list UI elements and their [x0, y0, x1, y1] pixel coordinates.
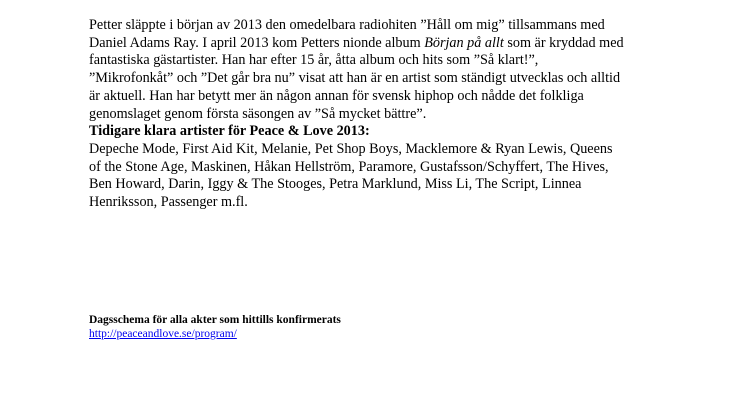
- artists-line-3: Ben Howard, Darin, Iggy & The Stooges, Petra Marklund, Miss Li, The Script, Linnea: [89, 176, 582, 193]
- intro-line-5: är aktuell. Han har betytt mer än någon annan för svensk hiphop och nådde det folkliga: [89, 87, 584, 104]
- intro-paragraph: [89, 17, 649, 123]
- intro-line-2-start: Daniel Adams Ray. I april 2013 kom Petters nionde album: [89, 34, 425, 51]
- artists-heading: Tidigare klara artister för Peace & Love 2013:: [89, 123, 370, 140]
- intro-line-4: ”Mikrofonkåt” och ”Det går bra nu” visat att han är en artist som ständigt utvecklas och alltid: [89, 70, 621, 87]
- intro-line-1: Petter släppte i början av 2013 den omedelbara radiohiten ”Håll om mig” tillsammans med: [89, 17, 605, 33]
- schedule-label: Dagsschema för alla akter som hittills konfirmerats: [89, 314, 341, 326]
- artists-line-2: of the Stone Age, Maskinen, Håkan Hellström, Paramore, Gustafsson/Schyffert, The Hives,: [89, 158, 609, 175]
- album-title: Början på allt: [424, 34, 504, 51]
- artists-section: [89, 123, 649, 212]
- artists-line-4: Henriksson, Passenger m.fl.: [89, 194, 248, 211]
- program-link[interactable]: http://peaceandlove.se/program/: [89, 328, 237, 340]
- artists-line-1: Depeche Mode, First Aid Kit, Melanie, Pet Shop Boys, Macklemore & Ryan Lewis, Queens: [89, 140, 613, 157]
- intro-line-2-end: som är kryddad med: [503, 34, 624, 51]
- intro-line-2: [89, 35, 649, 53]
- intro-line-3: fantastiska gästartister. Han har efter 15 år, åtta album och hits som ”Så klart!”,: [89, 52, 539, 69]
- intro-line-6: genomslaget genom första säsongen av ”Så mycket bättre”.: [89, 105, 427, 122]
- document-body: [89, 17, 649, 212]
- schedule-footer: [89, 313, 341, 341]
